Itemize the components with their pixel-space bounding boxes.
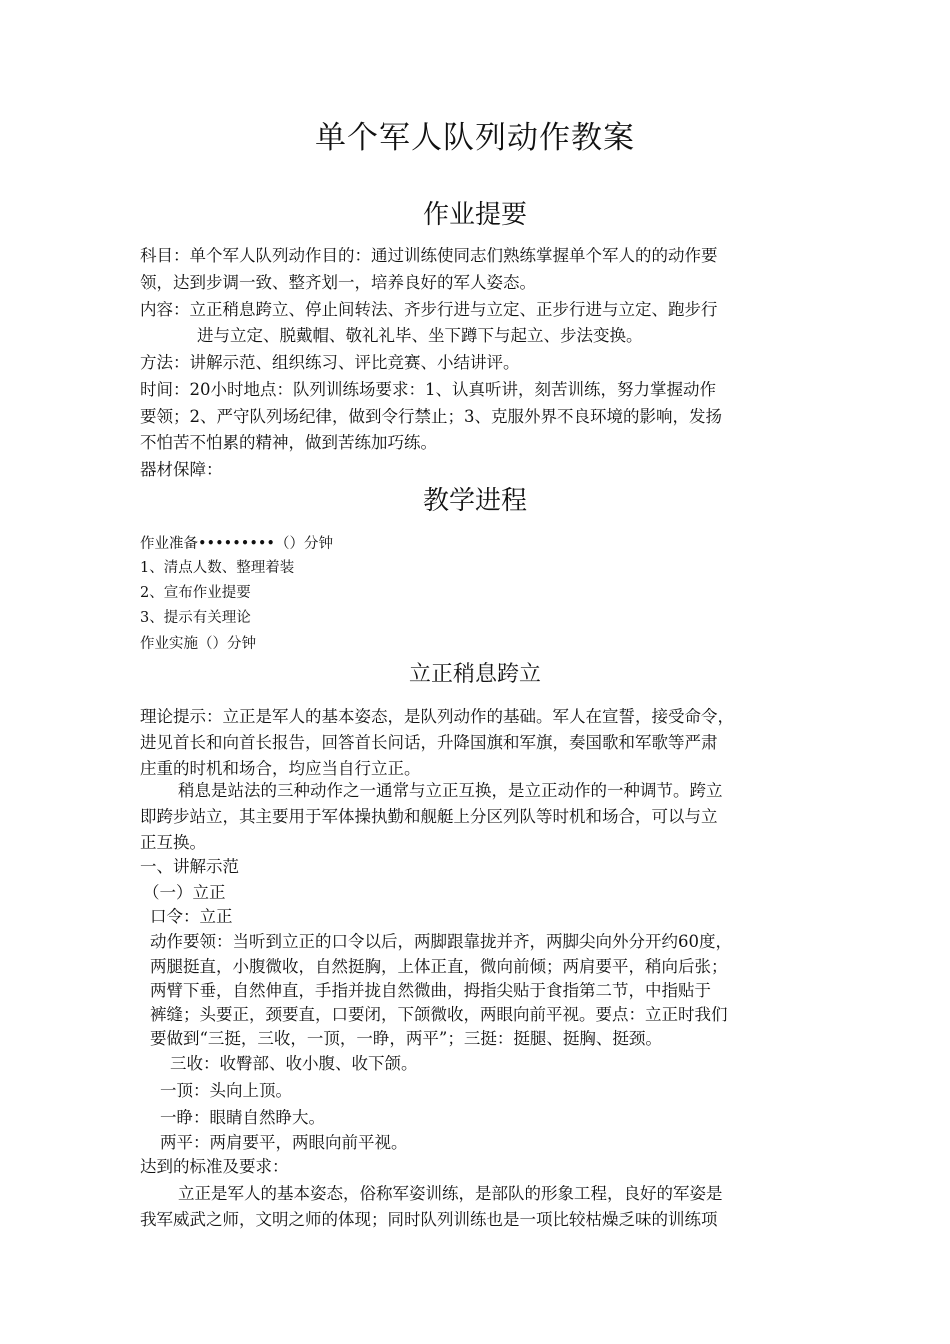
body-line: 进见首长和向首长报告，回答首长问话，升降国旗和军旗，奏国歌和军歌等严肃 — [140, 733, 718, 752]
body-line: 裤缝；头要正，颈要直，口要闭，下颌微收，两眼向前平视。要点：立正时我们 — [150, 1005, 728, 1024]
process-line: 作业准备•••••••••（）分钟 — [140, 536, 333, 552]
body-line: 正互换。 — [140, 833, 206, 852]
process-line: 2、宣布作业提要 — [140, 585, 251, 601]
body-line: 三收：收臀部、收小腹、收下颌。 — [170, 1054, 418, 1073]
body-line: 理论提示：立正是军人的基本姿态，是队列动作的基础。军人在宣誓，接受命令， — [140, 707, 734, 726]
summary-line: 科目：单个军人队列动作目的：通过训练使同志们熟练掌握单个军人的的动作要 — [140, 246, 718, 265]
body-line: 即跨步站立，其主要用于军体操执勤和舰艇上分区列队等时机和场合，可以与立 — [140, 807, 718, 826]
process-line: 1、清点人数、整理着装 — [140, 560, 295, 576]
heading-process: 教学进程 — [422, 486, 527, 516]
summary-line: 要领；2、严守队列场纪律，做到令行禁止；3、克服外界不良环境的影响，发扬 — [140, 407, 722, 426]
body-line: 庄重的时机和场合，均应当自行立正。 — [140, 759, 421, 778]
body-line: 一、讲解示范 — [140, 857, 239, 876]
process-line: 3、提示有关理论 — [140, 610, 251, 626]
summary-line: 时间：20小时地点：队列训练场要求：1、认真听讲，刻苦训练，努力掌握动作 — [140, 380, 716, 399]
body-line: 口令：立正 — [150, 907, 233, 926]
summary-line: 内容：立正稍息跨立、停止间转法、齐步行进与立定、正步行进与立定、跑步行 — [140, 300, 718, 319]
summary-line: 领，达到步调一致、整齐划一，培养良好的军人姿态。 — [140, 273, 536, 292]
body-line: 一顶：头向上顶。 — [160, 1081, 292, 1100]
body-line: 稍息是站法的三种动作之一通常与立正互换，是立正动作的一种调节。跨立 — [178, 781, 723, 800]
process-line: 作业实施（）分钟 — [140, 636, 256, 652]
heading-section: 立正稍息跨立 — [408, 662, 541, 687]
document-title: 单个军人队列动作教案 — [315, 120, 635, 156]
body-line: 立正是军人的基本姿态，俗称军姿训练，是部队的形象工程，良好的军姿是 — [178, 1184, 723, 1203]
summary-line: 器材保障： — [140, 460, 223, 479]
summary-line: 方法：讲解示范、组织练习、评比竞赛、小结讲评。 — [140, 353, 520, 372]
body-line: 两平：两肩要平，两眼向前平视。 — [160, 1133, 408, 1152]
body-line: 动作要领：当听到立正的口令以后，两脚跟靠拢并齐，两脚尖向外分开约60度， — [150, 932, 732, 951]
summary-line: 进与立定、脱戴帽、敬礼礼毕、坐下蹲下与起立、步法变换。 — [197, 326, 643, 345]
body-line: 我军威武之师，文明之师的体现；同时队列训练也是一项比较枯燥乏味的训练项 — [140, 1210, 718, 1229]
body-line: 一睁：眼睛自然睁大。 — [160, 1108, 325, 1127]
body-line: 两臂下垂，自然伸直，手指并拢自然微曲，拇指尖贴于食指第二节，中指贴于 — [150, 981, 711, 1000]
body-line: 要做到“三挺，三收，一顶，一睁，两平”；三挺：挺腿、挺胸、挺颈。 — [150, 1029, 662, 1048]
heading-summary: 作业提要 — [422, 200, 527, 230]
summary-line: 不怕苦不怕累的精神，做到苦练加巧练。 — [140, 433, 437, 452]
body-line: 两腿挺直，小腹微收，自然挺胸，上体正直，微向前倾；两肩要平，稍向后张； — [150, 957, 728, 976]
body-line: 达到的标准及要求： — [140, 1157, 289, 1176]
body-line: （一）立正 — [143, 883, 226, 902]
